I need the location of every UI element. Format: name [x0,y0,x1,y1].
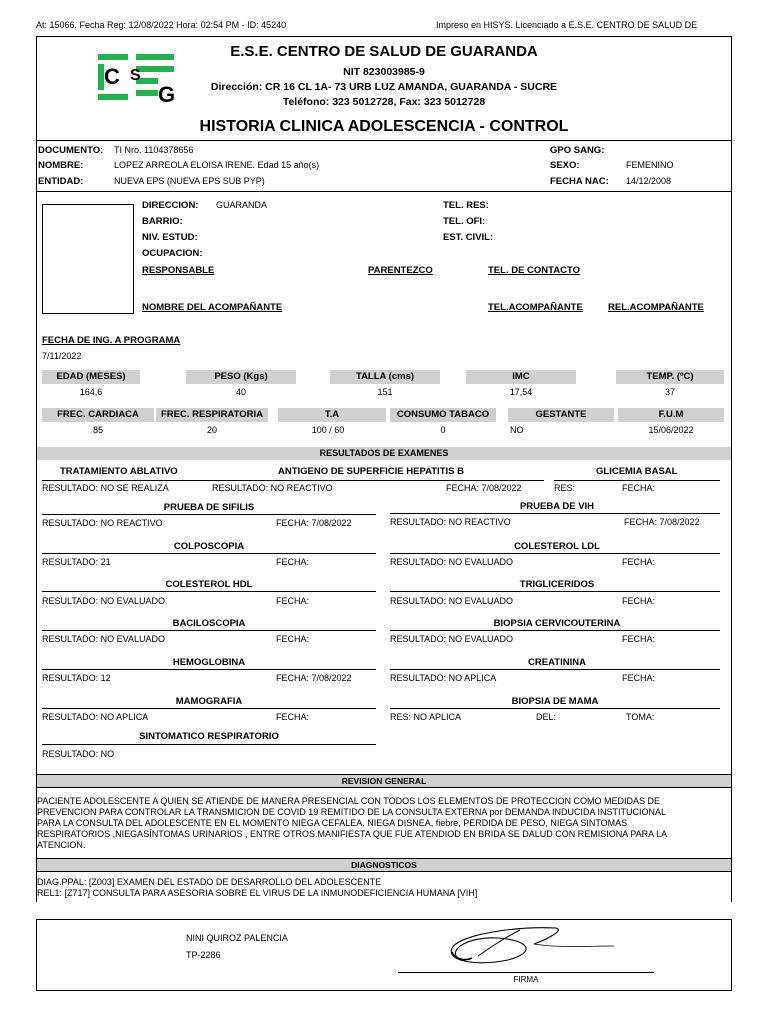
blood-pressure-value: 100 / 60 [311,425,345,435]
hepb-result: RESULTADO: NO REACTIVO [212,483,333,493]
respiratory-symptomatic-title: SINTOMATICO RESPIRATORIO [139,731,279,742]
cervical-biopsy-title: BIOPSIA CERVICOUTERINA [493,618,621,629]
triglycerides-date: FECHA: [622,596,656,606]
institution-nit: NIT 823003985-9 [343,66,425,78]
cervical-biopsy-result: RESULTADO: NO EVALUADO [390,634,514,644]
hepb-title: ANTIGENO DE SUPERFICIE HEPATITIS B [278,466,464,477]
hiv-result: RESULTADO: NO REACTIVO [390,517,511,527]
lmp-label: F.U.M [658,409,684,420]
hemoglobin-title: HEMOGLOBINA [172,657,246,668]
sex-label: SEXO: [550,160,580,171]
breast-biopsy-from: DEL: [536,712,557,722]
related-diagnosis-1: REL1: [Z717] CONSULTA PARA ASESORIA SOBRE EL VIRUS DE LA INMUNODEFICIENCIA HUMANA [VIH] [37,888,478,898]
home-phone-label: TEL. RES: [443,200,489,211]
general-review-line-3: PARA LA CONSULTA DEL ADOLESCENTE EN EL MOMENTO NIEGA CEFALEA, NIEGA DISNEA, fiebre, PERDIDA DE PESO, NIEGA SINTOMAS [37,818,628,828]
address-label: DIRECCION: [142,200,199,211]
companion-name-label: NOMBRE DEL ACOMPAÑANTE [142,302,283,313]
hemoglobin-result: RESULTADO: 12 [42,673,111,683]
contact-phone-label: TEL. DE CONTACTO [488,265,581,276]
syphilis-result: RESULTADO: NO REACTIVO [42,518,163,528]
diagnoses-title: DIAGNOSTICOS [351,860,417,870]
hdl-result: RESULTADO: NO EVALUADO [42,596,166,606]
responsible-label: RESPONSABLE [142,265,215,276]
education-label: NIV. ESTUD: [142,232,198,243]
triglycerides-result: RESULTADO: NO EVALUADO [390,596,514,606]
syphilis-title: PRUEBA DE SIFILIS [163,502,255,513]
name-label: NOMBRE: [38,160,84,171]
respiratory-rate-label: FREC. RESPIRATORIA [160,409,264,420]
colposcopy-result: RESULTADO: 21 [42,557,111,567]
program-date-value: 7/11/2022 [42,351,82,361]
institution-phone: Teléfono: 323 5012728, Fax: 323 5012728 [282,96,486,108]
hiv-date: FECHA: 7/08/2022 [624,517,700,527]
blood-group-label: GPO SANG: [550,145,605,156]
neighborhood-label: BARRIO: [142,216,183,227]
heart-rate-value: 85 [92,425,103,435]
heart-rate-label: FREC. CARDIACA [57,409,139,420]
weight-value: 40 [235,387,246,397]
record-info: At: 15066. Fecha Reg: 12/08/2022 Hora: 02:54 PM - ID: 45240 [36,20,287,30]
entity-label: ENTIDAD: [38,176,84,187]
companion-phone-label: TEL.ACOMPAÑANTE [488,302,583,313]
syphilis-date: FECHA: 7/08/2022 [276,518,352,528]
blood-pressure-label: T.A [324,409,340,420]
bacilloscopy-date: FECHA: [276,634,310,644]
bacilloscopy-title: BACILOSCOPIA [172,618,246,629]
hiv-title: PRUEBA DE VIH [519,501,595,512]
hemoglobin-date: FECHA: 7/08/2022 [276,673,352,683]
colposcopy-date: FECHA: [276,557,310,567]
respiratory-rate-value: 20 [206,425,217,435]
printed-info: Impreso en HISYS. Licenciado a E.S.E. CENTRO DE SALUD DE [436,20,698,30]
hepb-date: FECHA: 7/08/2022 [446,483,522,493]
photo-box [42,204,134,314]
tobacco-label: CONSUMO TABACO [396,409,490,420]
mammography-result: RESULTADO: NO APLICA [42,712,149,722]
mammography-title: MAMOGRAFIA [175,696,243,707]
lmp-value: 15/06/2022 [648,425,694,435]
logo-letter-c: C [104,64,120,89]
institution-name: E.S.E. CENTRO DE SALUD DE GUARANDA [230,43,538,60]
breast-biopsy-result: RES: NO APLICA [390,712,462,722]
ldl-date: FECHA: [622,557,656,567]
exams-section-title: RESULTADOS DE EXAMENES [319,448,449,458]
glycemia-result: RES: [554,483,576,493]
pregnant-label: GESTANTE [535,409,587,420]
civil-status-label: EST. CIVIL: [443,232,494,243]
breast-biopsy-title: BIOPSIA DE MAMA [511,696,599,707]
colposcopy-title: COLPOSCOPIA [173,541,245,552]
breast-biopsy-taken: TOMA: [626,712,655,722]
temperature-label: TEMP. (ºC) [646,371,694,382]
respiratory-symptomatic-result: RESULTADO: NO [42,749,115,759]
creatinine-date: FECHA: [622,673,656,683]
entity-value: NUEVA EPS (NUEVA EPS SUB PYP) [114,176,265,186]
hdl-title: COLESTEROL HDL [165,579,253,590]
ldl-result: RESULTADO: NO EVALUADO [390,557,514,567]
professional-name: NINI QUIROZ PALENCIA [186,933,288,943]
creatinine-title: CREATININA [528,657,586,668]
document-label: DOCUMENTO: [38,145,104,156]
birth-date-label: FECHA NAC: [550,176,609,187]
sex-value: FEMENINO [626,160,674,170]
document-value: TI Nro. 1104378656 [114,145,194,155]
glycemia-date: FECHA: [622,483,656,493]
pregnant-value: NO [510,425,524,435]
weight-label: PESO (Kgs) [214,371,268,382]
general-review-line-2: PREVENCION PARA CONTROLAR LA TRANSMICION DE COVID 19 REMITIDO DE LA CONSULTA EXTERNA por DEMANDA INDUCIDA INSTITUCIONAL [37,807,666,817]
ablative-title: TRATAMIENTO ABLATIVO [60,466,178,477]
occupation-label: OCUPACION: [142,248,203,259]
logo-letter-s: S [130,67,141,84]
birth-date-value: 14/12/2008 [626,176,672,186]
temperature-value: 37 [664,387,675,397]
document-title: HISTORIA CLINICA ADOLESCENCIA - CONTROL [199,118,569,135]
glycemia-title: GLICEMIA BASAL [596,466,678,477]
general-review-line-1: PACIENTE ADOLESCENTE A QUIEN SE ATIENDE DE MANERA PRESENCIAL CON TODOS LOS ELEMENTOS DE PROTECCION COMO MEDIDAS DE [37,796,660,806]
general-review-line-5: ATENCION. [37,840,86,850]
name-value: LOPEZ ARREOLA ELOISA IRENE. Edad 15 año(s) [114,160,320,170]
general-review-line-4: RESPIRATORIOS ,NIEGASÍNTOMAS URINARIOS , ENTRE OTROS.MANIFIESTA QUE FUE ATENDIOD EN BRIDA SE DALUD CON REMISIONA PARA LA [37,829,668,839]
signature-scribble [438,922,618,972]
logo-letter-g: G [158,82,176,106]
bmi-value: 17,54 [509,387,533,397]
program-date-label: FECHA DE ING. A PROGRAMA [42,335,181,346]
general-review-title: REVISION GENERAL [341,776,427,786]
cervical-biopsy-date: FECHA: [622,634,656,644]
companion-relation-label: REL.ACOMPAÑANTE [608,302,704,313]
bacilloscopy-result: RESULTADO: NO EVALUADO [42,634,166,644]
professional-id: TP-2286 [186,950,221,960]
creatinine-result: RESULTADO: NO APLICA [390,673,497,683]
triglycerides-title: TRIGLICERIDOS [519,579,595,590]
age-months-label: EDAD (MESES) [56,371,126,382]
ablative-result: RESULTADO: NO SE REALIZA [42,483,169,493]
signature-label: FIRMA [513,975,539,984]
ldl-title: COLESTEROL LDL [514,541,600,552]
address-value: GUARANDA [216,200,268,210]
hdl-date: FECHA: [276,596,310,606]
relationship-label: PARENTEZCO [368,265,433,276]
height-value: 151 [377,387,393,397]
tobacco-value: 0 [440,425,446,435]
main-diagnosis: DIAG.PPAL: [Z003] EXAMEN DEL ESTADO DE DESARROLLO DEL ADOLESCENTE [37,877,382,887]
height-label: TALLA (cms) [355,371,415,382]
age-months-value: 164,6 [79,387,103,397]
institution-address: Dirección: CR 16 CL 1A- 73 URB LUZ AMANDA, GUARANDA - SUCRE [210,81,558,93]
office-phone-label: TEL. OFI: [443,216,486,227]
mammography-date: FECHA: [276,712,310,722]
bmi-label: IMC [512,371,530,382]
